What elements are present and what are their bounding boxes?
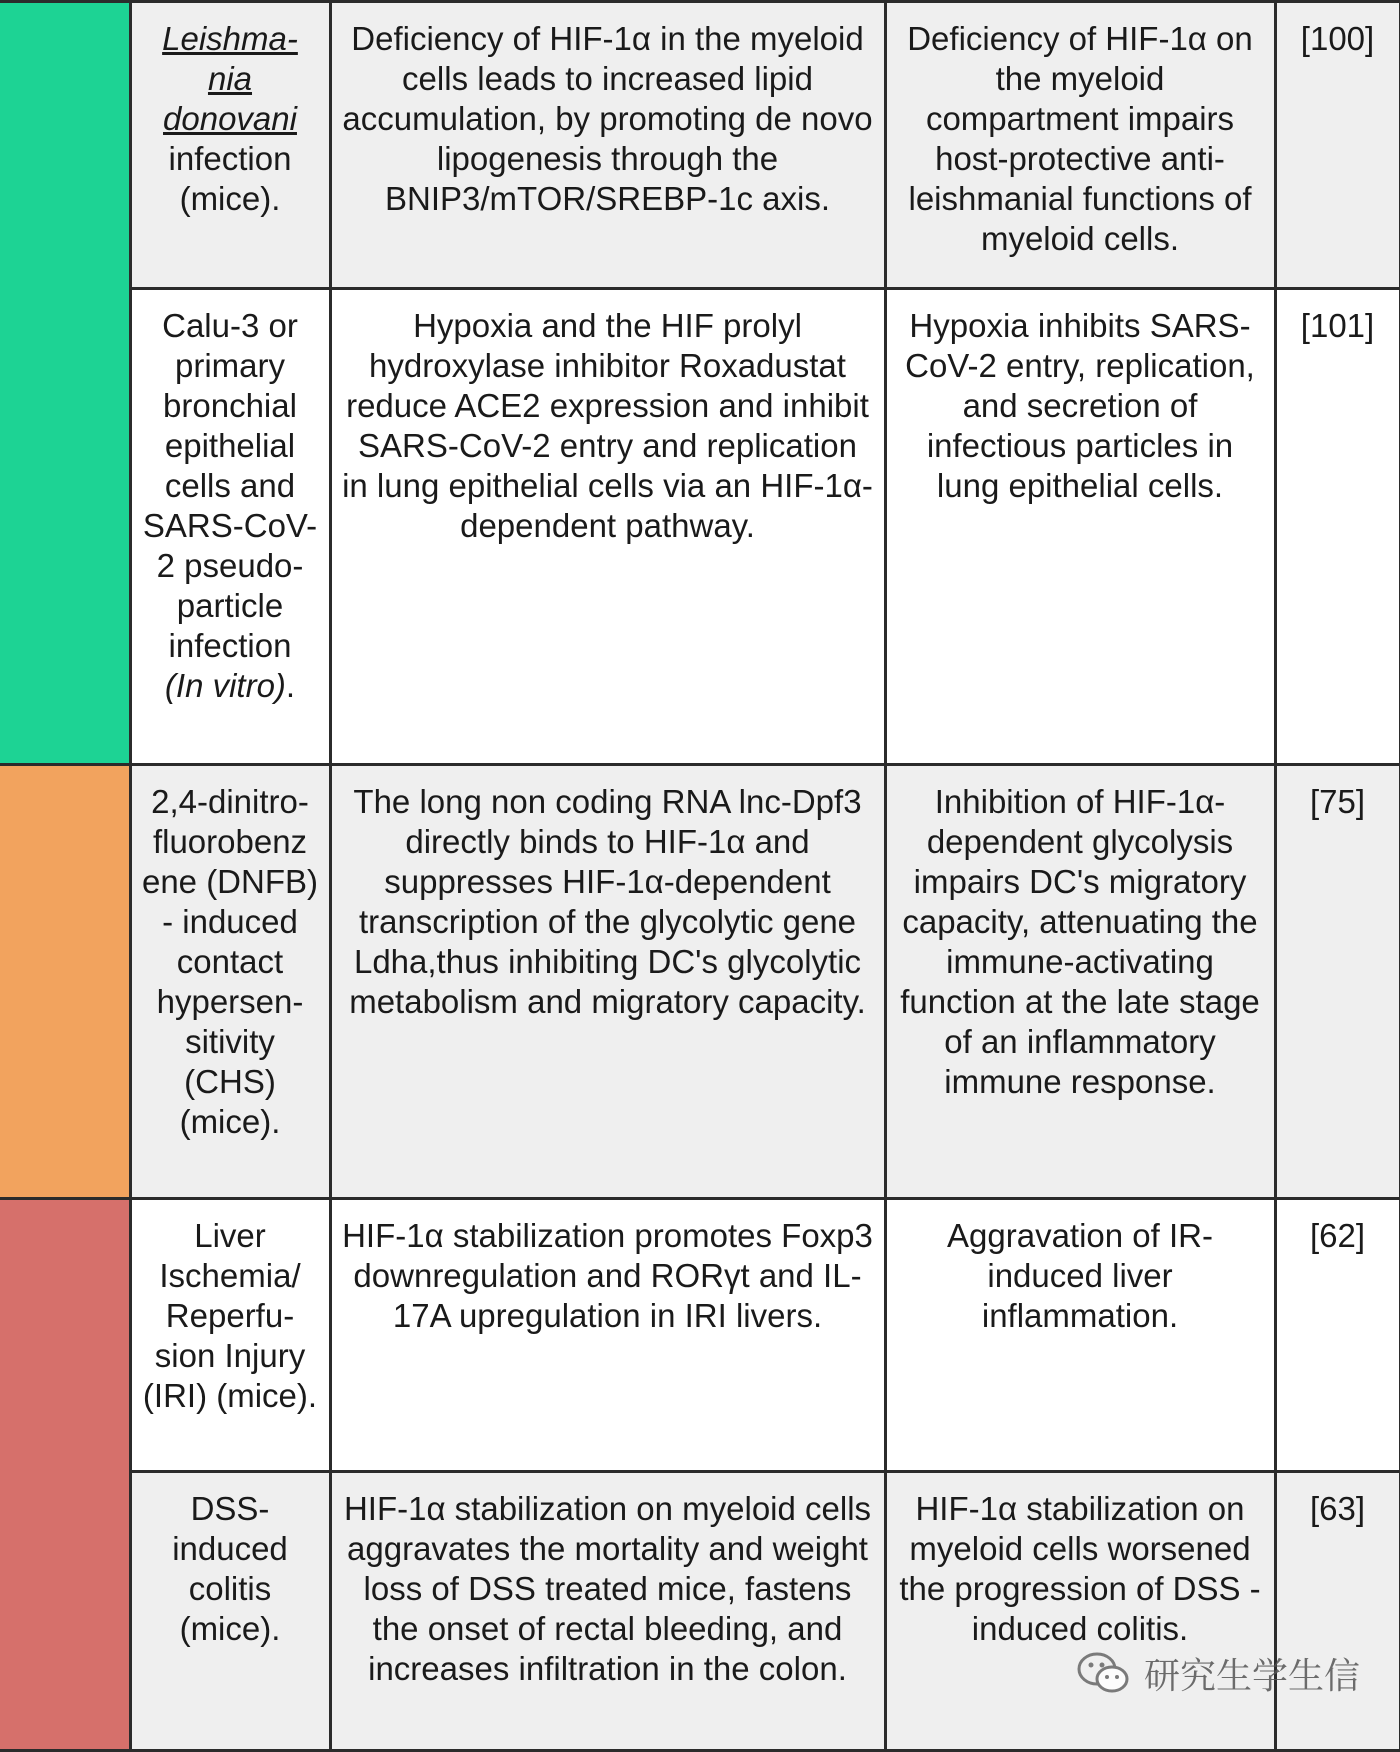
watermark — [1076, 1648, 1360, 1699]
reference-cell: [101] — [1275, 289, 1400, 765]
mechanism-cell: Deficiency of HIF-1α in the myeloid cells leads to increased lipid accumulation, by promoting de novo lipogenesis through the BNIP3/mTOR/SREBP-1c axis. — [330, 2, 885, 289]
model-cell: Calu-3 or primary bronchial epithelial cells and SARS-CoV-2 pseudo-particle infection (In vitro). — [130, 289, 330, 765]
effect-cell: Deficiency of HIF-1α on the myeloid compartment impairs host-protective anti-leishmanial functions of myeloid cells. — [885, 2, 1275, 289]
species-name: Leishma- nia donovani — [162, 20, 298, 137]
category-swatch-green — [0, 2, 130, 765]
reference-cell: [75] — [1275, 765, 1400, 1199]
reference-cell: [62] — [1275, 1199, 1400, 1472]
category-swatch-orange — [0, 765, 130, 1199]
mechanism-cell: HIF-1α stabilization promotes Foxp3 downregulation and RORγt and IL-17A upregulation in IRI livers. — [330, 1199, 885, 1472]
table-row — [0, 289, 1400, 765]
model-cell: Liver Ischemia/ Reperfu-sion Injury (IRI) (mice). — [130, 1199, 330, 1472]
wechat-icon — [1076, 1651, 1132, 1697]
mechanism-cell: HIF-1α stabilization on myeloid cells aggravates the mortality and weight loss of DSS treated mice, fastens the onset of rectal bleeding, and increases infiltration in the colon. — [330, 1472, 885, 1751]
reference-cell: [100] — [1275, 2, 1400, 289]
effect-cell: Hypoxia inhibits SARS-CoV-2 entry, replication, and secretion of infectious particles in lung epithelial cells. — [885, 289, 1275, 765]
mechanism-cell: Hypoxia and the HIF prolyl hydroxylase inhibitor Roxadustat reduce ACE2 expression and inhibit SARS-CoV-2 entry and replication in lung epithelial cells via an HIF-1α-dependent pathway. — [330, 289, 885, 765]
watermark-text: 研究生学生信 — [1143, 1656, 1360, 1697]
table-row — [0, 1199, 1400, 1472]
effect-cell: Inhibition of HIF-1α-dependent glycolysis impairs DC's migratory capacity, attenuating the immune-activating function at the late stage of an inflammatory immune response. — [885, 765, 1275, 1199]
model-cell: Leishma- nia donovani infection (mice). — [130, 2, 330, 289]
table-row — [0, 765, 1400, 1199]
model-cell: 2,4-dinitro-fluorobenz ene (DNFB) - induced contact hypersen-sitivity (CHS) (mice). — [130, 765, 330, 1199]
mechanism-cell: The long non coding RNA lnc-Dpf3 directly binds to HIF-1α and suppresses HIF-1α-dependent transcription of the glycolytic gene Ldha,thus inhibiting DC's glycolytic metabolism and migratory capacity. — [330, 765, 885, 1199]
category-swatch-red — [0, 1199, 130, 1751]
effect-cell: HIF-1α stabilization on myeloid cells worsened the progression of DSS - induced colitis. — [885, 1472, 1275, 1751]
table-row — [0, 2, 1400, 289]
table-row — [0, 1472, 1400, 1751]
reference-cell: [63] — [1275, 1472, 1400, 1751]
model-cell: DSS-induced colitis (mice). — [130, 1472, 330, 1751]
effect-cell: Aggravation of IR-induced liver inflammation. — [885, 1199, 1275, 1472]
